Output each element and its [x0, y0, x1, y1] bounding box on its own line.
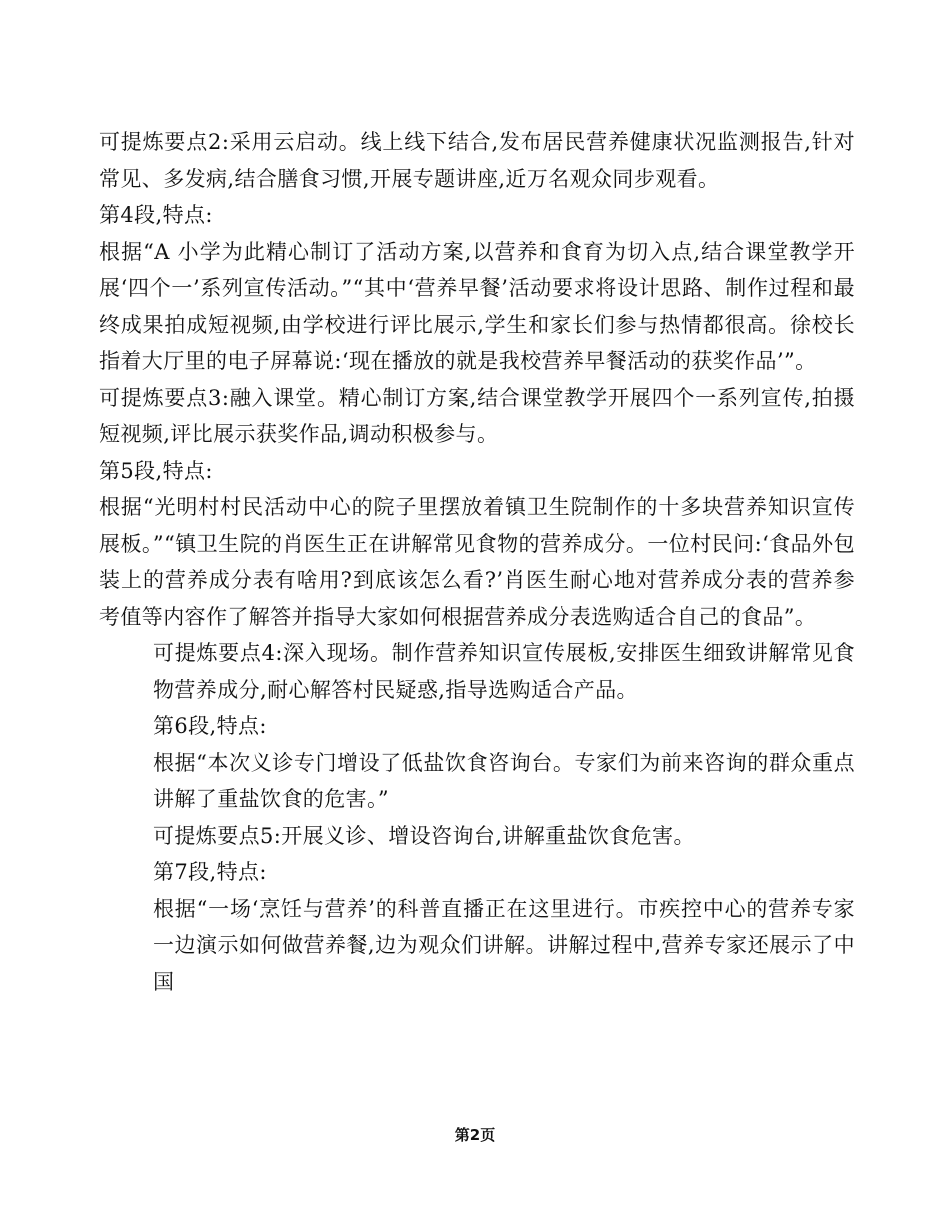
paragraph-section-4-heading: 第4段,特点: [99, 203, 213, 227]
paragraph-section-6-heading: 第6段,特点: [153, 714, 267, 738]
paragraph-key-point-5: 可提炼要点5:开展义诊、增设咨询台,讲解重盐饮食危害。 [153, 823, 695, 848]
document-body [99, 124, 855, 1000]
paragraph-key-point-2: 可提炼要点2:采用云启动。线上线下结合,发布居民营养健康状况监测报告,针对常见、多发病,结合膳食习惯,开展专题讲座,近万名观众同步观看。 [99, 130, 855, 191]
paragraph-section-4-quote: 根据“A 小学为此精心制订了活动方案,以营养和食育为切入点,结合课堂教学开展‘四个一’系列宣传活动。”“其中‘营养早餐’活动要求将设计思路、制作过程和最终成果拍成短视频,由学校进行评比展示,学生和家长们参与热情都很高。徐校长指着大厅里的电子屏幕说:‘现在播放的就是我校营养早餐活动的获奖作品’”。 [99, 239, 855, 373]
paragraph-section-5-quote: 根据“光明村村民活动中心的院子里摆放着镇卫生院制作的十多块营养知识宣传展板。”“镇卫生院的肖医生正在讲解常见食物的营养成分。一位村民问:‘食品外包装上的营养成分表有啥用?到底该怎么看?’肖医生耐心地对营养成分表的营养参考值等内容作了解答并指导大家如何根据营养成分表选购适合自己的食品”。 [99, 495, 855, 629]
page-number: 第2页 [454, 1126, 496, 1144]
paragraph-section-7-quote: 根据“一场‘烹饪与营养’的科普直播正在这里进行。市疾控中心的营养专家一边演示如何做营养餐,边为观众们讲解。讲解过程中,营养专家还展示了中国 [153, 896, 855, 994]
paragraph-section-6-quote: 根据“本次义诊专门增设了低盐饮食咨询台。专家们为前来咨询的群众重点讲解了重盐饮食的危害。” [153, 750, 855, 811]
paragraph-section-5-heading: 第5段,特点: [99, 458, 213, 483]
paragraph-key-point-3: 可提炼要点3:融入课堂。精心制订方案,结合课堂教学开展四个一系列宣传,拍摄短视频,评比展示获奖作品,调动积极参与。 [99, 385, 855, 446]
paragraph-section-7-heading: 第7段,特点: [153, 860, 267, 884]
paragraph-key-point-4: 可提炼要点4:深入现场。制作营养知识宣传展板,安排医生细致讲解常见食物营养成分,耐心解答村民疑惑,指导选购适合产品。 [153, 641, 855, 702]
